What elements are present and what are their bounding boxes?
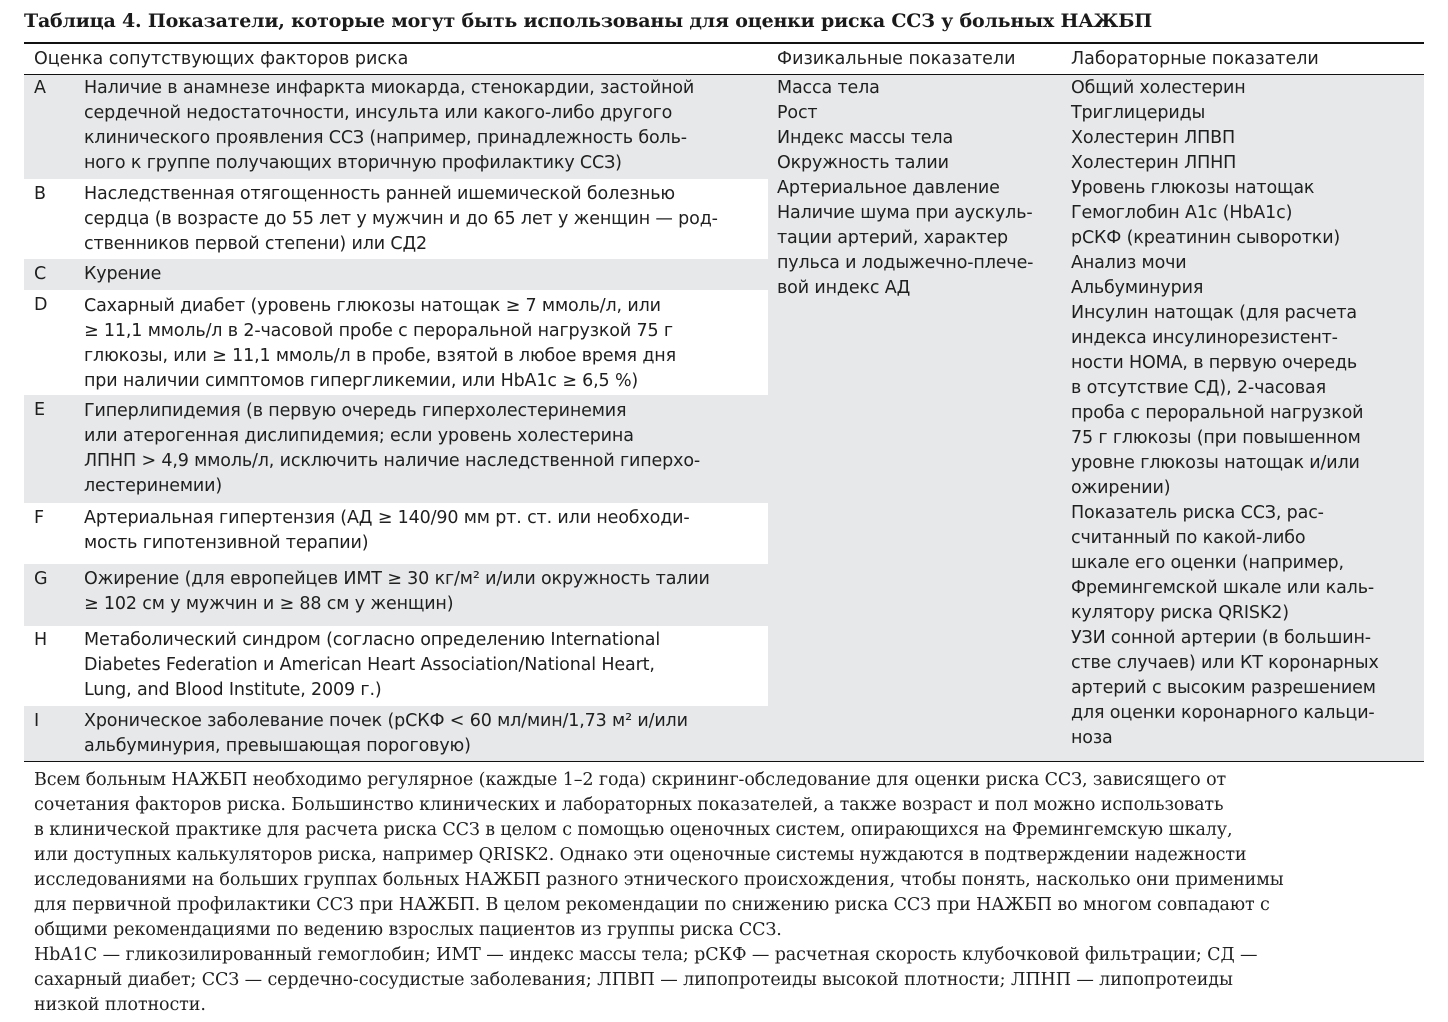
header-physical: Физикальные показатели [777, 49, 1016, 69]
risk-factor-text: Наследственная отягощенность ранней ишемической болезнью сердца (в возрасте до 55 лет у мужчин и до 65 лет у женщин — род- ственников первой степени) или СД2 [84, 184, 718, 254]
table-bottom-rule [24, 761, 1424, 762]
risk-factor-text: Сахарный диабет (уровень глюкозы натощак ≥ 7 ммоль/л, или ≥ 11,1 ммоль/л в 2-часовой пробе с пероральной нагрузкой 75 г глюкозы, или ≥ 11,1 ммоль/л в пробе, взятой в любое время дня при наличии симптомов гипергликемии, или HbA1c ≥ 6,5 %) [84, 296, 676, 391]
risk-factor-text: Курение [84, 264, 162, 284]
row-letter: E [34, 400, 45, 420]
risk-factor-text: Наличие в анамнезе инфаркта миокарда, стенокардии, застойной сердечной недостаточности, инсульта или какого-либо другого клинического проявления ССЗ (например, принадлежность боль- ного к группе получающих вторичную профилактику ССЗ) [84, 78, 695, 173]
table-title: Таблица 4. Показатели, которые могут быть использованы для оценки риска ССЗ у больных НАЖБП [24, 10, 1152, 32]
risk-factor-text: Ожирение (для европейцев ИМТ ≥ 30 кг/м² и/или окружность талии ≥ 102 см у мужчин и ≥ 88 см у женщин) [84, 569, 710, 614]
row-letter: B [34, 184, 46, 204]
table-footnote: Всем больным НАЖБП необходимо регулярное (каждые 1–2 года) скрининг-обследование для оценки риска ССЗ, зависящего от сочетания факторов риска. Большинство клинических и лабораторных показателей, а также возраст и пол можно использовать в клинической практике для расчета риска ССЗ в целом с помощью оценочных систем, опирающихся на Фремингемскую шкалу, или доступных калькуляторов риска, например QRISK2. Однако эти оценочные системы нуждаются в подтверждении надежности исследованиями на больших группах больных НАЖБП разного этнического происхождения, чтобы понять, насколько они применимы для первичной профилактики ССЗ при НАЖБП. В целом рекомендации по снижению риска ССЗ при НАЖБП во многом совпадают с общими рекомендациями по ведению взрослых пациентов из группы риска ССЗ. HbA1C — гликозилированный гемоглобин; ИМТ — индекс массы тела; рСКФ — расчетная скорость клубочковой фильтрации; СД — сахарный диабет; ССЗ — сердечно-сосудистые заболевания; ЛПВП — липопротеиды высокой плотности; ЛПНП — липопротеиды низкой плотности. [34, 770, 1284, 1015]
physical-indicators-list: Масса тела Рост Индекс массы тела Окружность талии Артериальное давление Наличие шума при аускуль- тации артерий, характер пульса и лодыжечно-плече- вой индекс АД [777, 78, 1034, 298]
laboratory-indicators-list: Общий холестерин Триглицериды Холестерин ЛПВП Холестерин ЛПНП Уровень глюкозы натощак Гемоглобин A1c (HbA1c) рСКФ (креатинин сыворотки) Анализ мочи Альбуминурия Инсулин натощак (для расчета индекса инсулинорезистент- ности HOMA, в первую очередь в отсутствие СД), 2-часовая проба с пероральной нагрузкой 75 г глюкозы (при повышенном уровне глюкозы натощак и/или ожирении) Показатель риска ССЗ, рас- считанный по какой-либо шкале его оценки (например, Фремингемской шкале или каль- кулятору риска QRISK2) УЗИ сонной артерии (в большин- стве случаев) или КТ коронарных артерий с высоким разрешением для оценки коронарного кальци- ноза [1071, 78, 1379, 748]
risk-factor-text: Метаболический синдром (согласно определению International Diabetes Federation и American Heart Association/National Heart, Lung, and Blood Institute, 2009 г.) [84, 630, 661, 700]
risk-factor-text: Хроническое заболевание почек (рСКФ < 60 мл/мин/1,73 м² и/или альбуминурия, превышающая пороговую) [84, 711, 688, 756]
row-letter: C [34, 264, 47, 284]
header-laboratory: Лабораторные показатели [1071, 49, 1319, 69]
risk-factor-text: Артериальная гипертензия (АД ≥ 140/90 мм рт. ст. или необходи- мость гипотензивной терапии) [84, 508, 690, 553]
row-letter: H [34, 630, 48, 650]
risk-factor-text: Гиперлипидемия (в первую очередь гиперхолестеринемия или атерогенная дислипидемия; если уровень холестерина ЛПНП > 4,9 ммоль/л, исключить наличие наследственной гиперхо- лестеринемии) [84, 401, 701, 496]
row-letter: I [34, 711, 40, 731]
row-letter: A [34, 78, 46, 98]
row-letter: G [34, 569, 48, 589]
header-risk-factors: Оценка сопутствующих факторов риска [34, 49, 409, 69]
row-letter: D [34, 295, 48, 315]
row-letter: F [34, 508, 44, 528]
